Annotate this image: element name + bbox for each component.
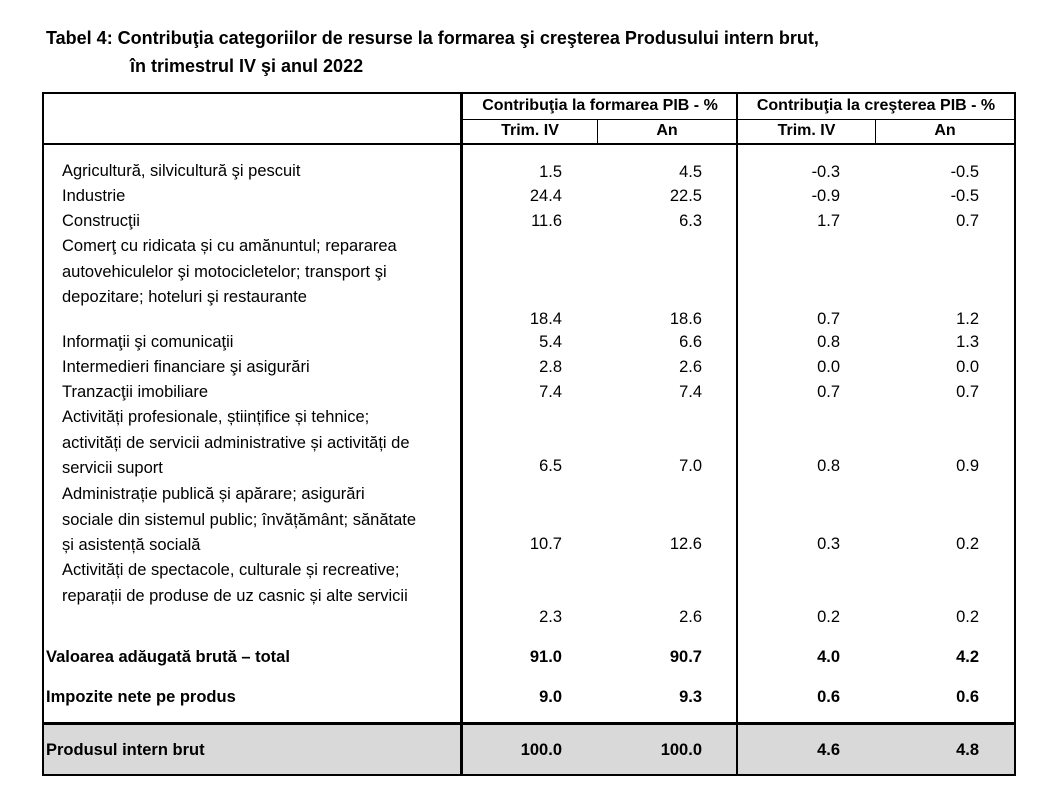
total-value: 0.6	[817, 688, 840, 706]
row-value: 2.3	[539, 608, 562, 626]
row-label: servicii suport	[62, 459, 163, 477]
gdp-label: Produsul intern brut	[46, 741, 205, 759]
total-value: 90.7	[669, 648, 702, 666]
row-value: 0.2	[817, 608, 840, 626]
row-label: Comerţ cu ridicata și cu amănuntul; repararea	[62, 237, 397, 255]
row-value: 0.7	[817, 310, 840, 328]
gdp-value: 4.6	[817, 741, 840, 759]
row-value: 0.7	[956, 383, 979, 401]
header-group-formation: Contribuţia la formarea PIB - %	[482, 97, 718, 114]
total-value: 9.0	[539, 688, 562, 706]
row-value: 0.2	[956, 535, 979, 553]
row-value: 18.4	[529, 310, 562, 328]
header-group-growth: Contribuţia la creşterea PIB - %	[756, 97, 996, 114]
header-sub-3: Trim. IV	[777, 122, 836, 139]
row-value: 0.0	[817, 358, 840, 376]
border-right	[1014, 92, 1016, 776]
row-value: 22.5	[669, 187, 702, 205]
row-value: 2.6	[679, 358, 702, 376]
row-value: 24.4	[529, 187, 562, 205]
row-value: 1.7	[817, 212, 840, 230]
header-sub-2: An	[656, 122, 678, 139]
row-label: Agricultură, silvicultură şi pescuit	[62, 162, 301, 180]
row-value: 6.6	[679, 333, 702, 351]
border-top	[42, 92, 1016, 94]
row-value: 7.4	[539, 383, 562, 401]
total-label: Valoarea adăugată brută – total	[46, 648, 290, 666]
row-label: și asistență socială	[62, 536, 201, 554]
row-label: Construcţii	[62, 212, 140, 230]
row-value: 2.6	[679, 608, 702, 626]
row-label: activități de servicii administrative și activități de	[62, 433, 410, 452]
header-sep-2	[42, 143, 1016, 145]
col-sep-label	[460, 92, 463, 776]
row-label: Activități de spectacole, culturale și recreative;	[62, 561, 400, 579]
title-line-1: Tabel 4: Contribuţia categoriilor de resurse la formarea şi creşterea Produsului intern brut,	[46, 28, 819, 48]
row-label: reparații de produse de uz casnic și alte servicii	[62, 586, 408, 605]
row-value: 10.7	[529, 535, 562, 553]
row-value: 0.7	[817, 383, 840, 401]
table-title	[46, 24, 819, 80]
row-value: 5.4	[539, 333, 562, 351]
row-label: autovehiculelor şi motocicletelor; transport şi	[62, 262, 387, 281]
row-label: Activități profesionale, științifice și tehnice;	[62, 408, 370, 426]
row-value: -0.3	[811, 163, 840, 181]
header-sub-4: An	[934, 122, 956, 139]
row-value: 1.2	[956, 310, 979, 328]
row-value: 1.5	[539, 163, 562, 181]
row-value: 7.4	[679, 383, 702, 401]
header-sub-1: Trim. IV	[501, 122, 559, 139]
row-value: 18.6	[669, 310, 702, 328]
row-value: 11.6	[531, 212, 562, 230]
row-label: Informaţii şi comunicaţii	[62, 333, 234, 351]
border-left	[42, 92, 44, 776]
total-label: Impozite nete pe produs	[46, 688, 236, 706]
gdp-value: 100.0	[520, 741, 562, 759]
row-label: Industrie	[62, 187, 126, 205]
title-line-2: în trimestrul IV şi anul 2022	[130, 56, 364, 76]
row-value: 0.8	[817, 333, 840, 351]
data-table	[42, 92, 1016, 776]
total-value: 4.2	[956, 648, 979, 666]
row-value: 0.3	[817, 535, 840, 553]
total-value: 4.0	[817, 648, 840, 666]
border-bottom	[42, 774, 1016, 776]
total-value: 9.3	[679, 688, 702, 706]
row-value: -0.5	[950, 187, 979, 205]
total-value: 91.0	[529, 648, 562, 666]
row-value: 0.2	[956, 608, 979, 626]
row-value: -0.9	[811, 187, 840, 205]
row-label: Administrație publică și apărare; asigurări	[62, 485, 365, 503]
row-value: 0.8	[817, 457, 840, 475]
row-value: 6.3	[679, 212, 702, 230]
row-value: 1.3	[956, 333, 979, 351]
row-value: 2.8	[539, 358, 562, 376]
row-value: 7.0	[679, 457, 702, 475]
gdp-value: 4.8	[956, 741, 979, 759]
row-value: 0.0	[956, 358, 979, 376]
row-value: 6.5	[539, 457, 562, 475]
row-value: 12.6	[669, 535, 702, 553]
row-label: Intermedieri financiare şi asigurări	[62, 358, 310, 376]
row-value: 0.9	[956, 457, 979, 475]
total-value: 0.6	[956, 688, 979, 706]
row-value: 4.5	[679, 163, 702, 181]
row-label: Tranzacţii imobiliare	[62, 383, 209, 401]
col-sep-group	[736, 92, 738, 776]
row-label: sociale din sistemul public; învățământ; sănătate	[62, 510, 417, 529]
row-label: depozitare; hoteluri şi restaurante	[62, 288, 307, 306]
row-value: 0.7	[956, 212, 979, 230]
row-value: -0.5	[950, 163, 979, 181]
gdp-row-top	[42, 722, 1016, 725]
gdp-value: 100.0	[660, 741, 702, 759]
